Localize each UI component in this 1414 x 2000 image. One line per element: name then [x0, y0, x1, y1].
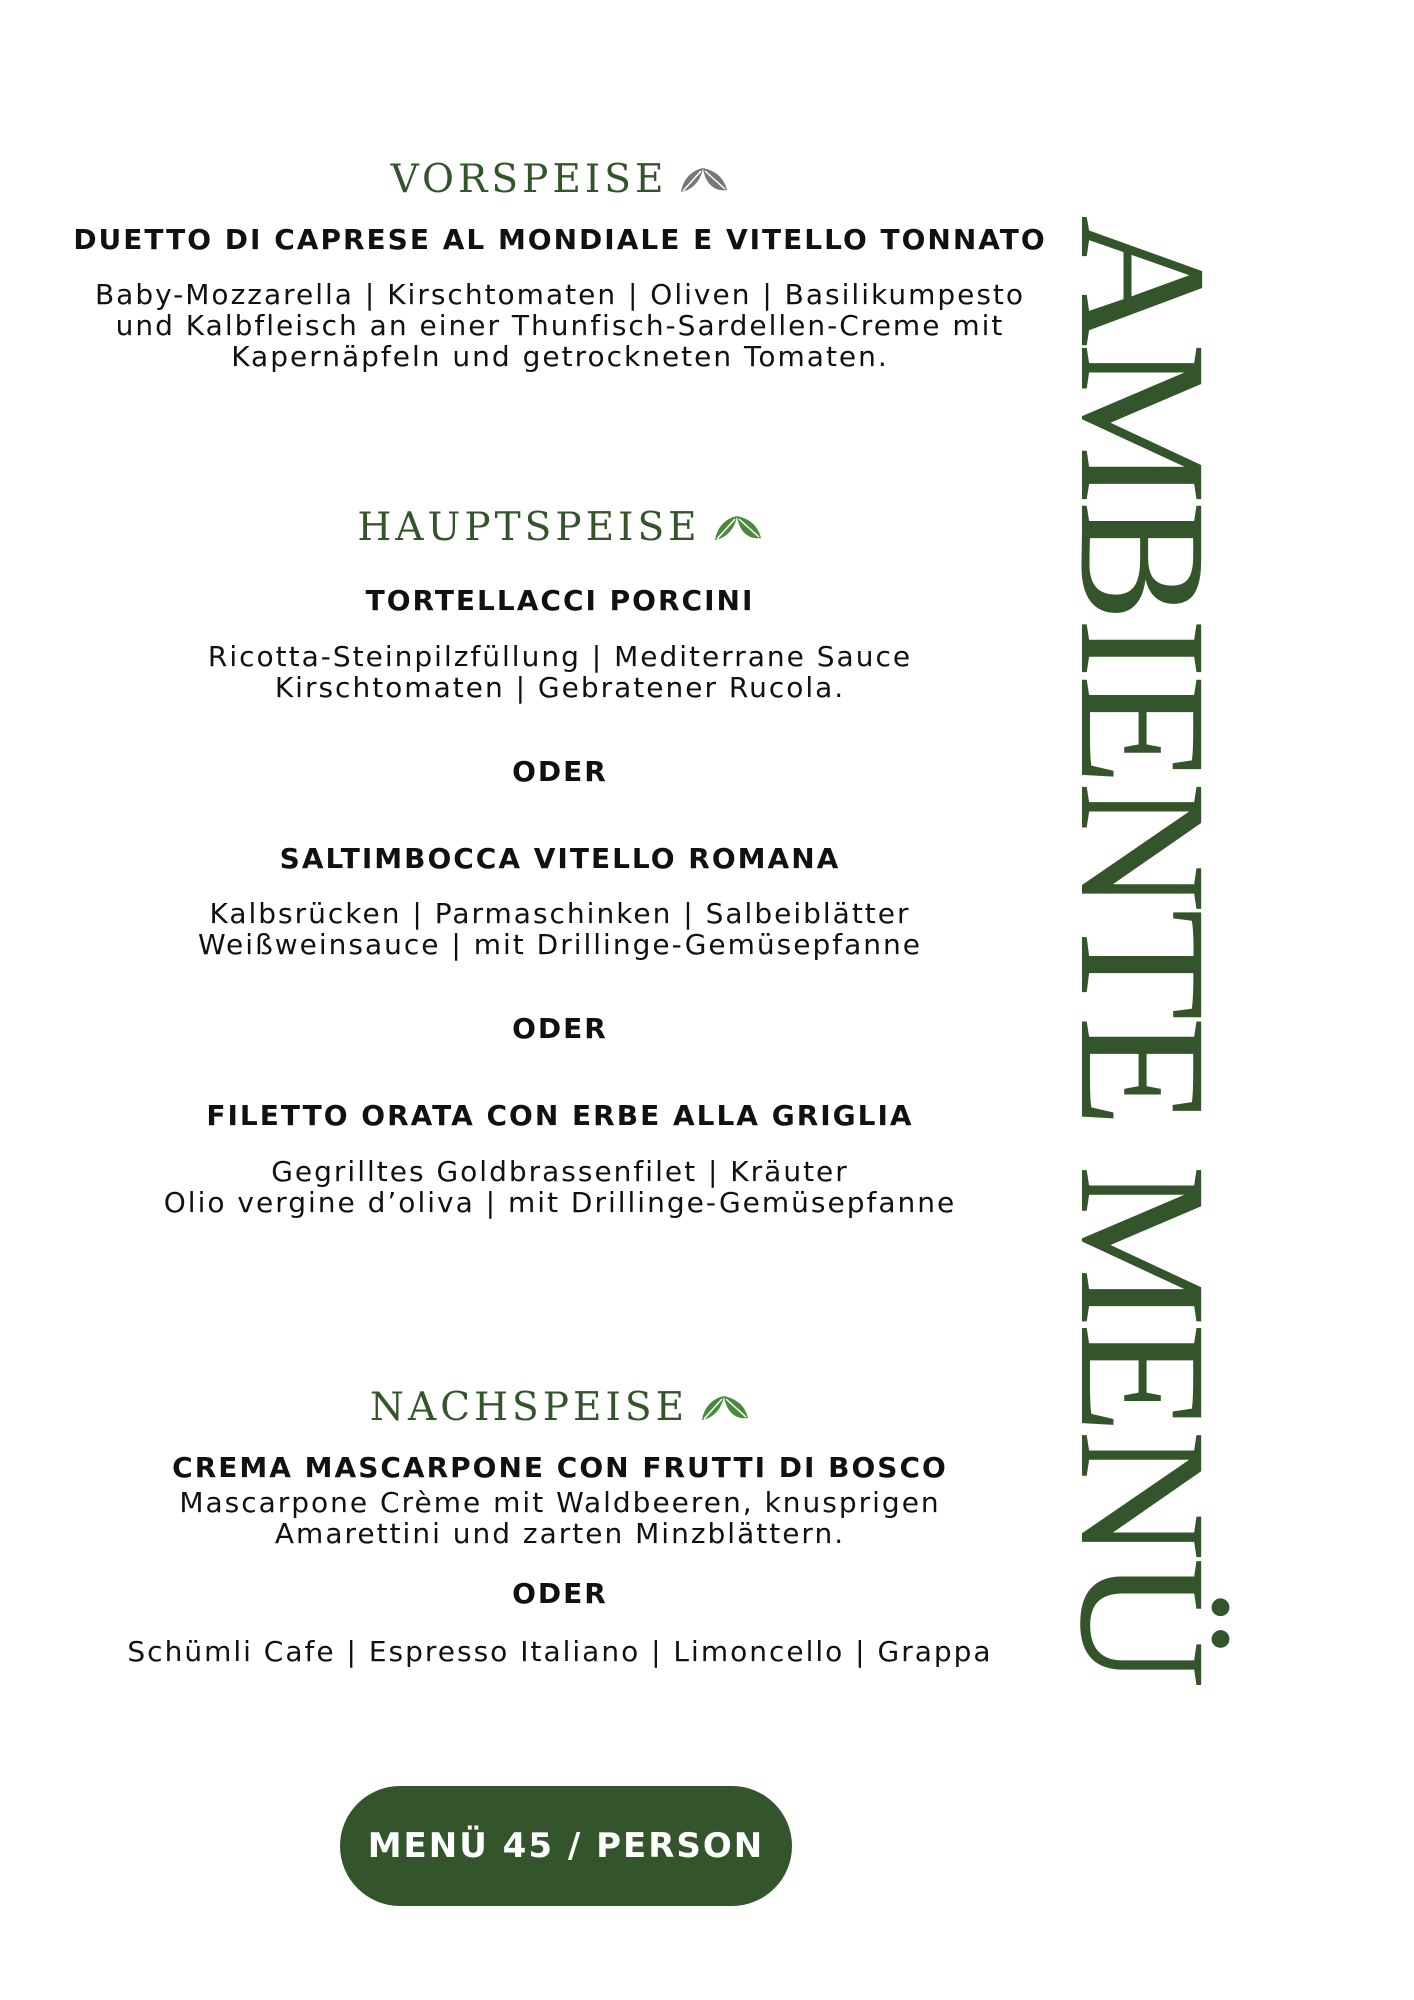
nachspeise-dish-description: Mascarpone Crème mit Waldbeeren, knusprigen Amarettini und zarten Minzblättern. [179, 1485, 941, 1550]
or-separator: ODER [512, 1576, 608, 1610]
price-label: MENÜ 45 / PERSON [367, 1826, 765, 1866]
vorspeise-dish-name: DUETTO DI CAPRESE AL MONDIALE E VITELLO TONNATO [73, 223, 1047, 256]
vertical-menu-title [1042, 215, 1243, 1685]
vorspeise-section [40, 157, 1080, 373]
nachspeise-heading-text: NACHSPEISE [369, 1385, 689, 1430]
hauptspeise-section [40, 505, 1080, 1219]
leaf-icon [698, 1392, 750, 1424]
nachspeise-heading [40, 1385, 1080, 1430]
leaf-icon [677, 164, 729, 196]
vorspeise-dish-description: Baby-Mozzarella | Kirschtomaten | Oliven | Basilikumpesto und Kalbfleisch an einer Thunfisch-Sardellen-Creme mit Kapernäpfeln und getrockneten Tomaten. [94, 277, 1026, 373]
nachspeise-dish-name: CREMA MASCARPONE CON FRUTTI DI BOSCO [172, 1451, 948, 1484]
hauptspeise-heading-text: HAUPTSPEISE [357, 505, 701, 550]
hauptspeise-dish-1-description: Ricotta-Steinpilzfüllung | Mediterrane Sauce Kirschtomaten | Gebratener Rucola. [207, 639, 913, 704]
hauptspeise-dish-2-name: SALTIMBOCCA VITELLO ROMANA [279, 841, 841, 875]
hauptspeise-dish-1-name: TORTELLACCI PORCINI [365, 584, 755, 617]
vorspeise-heading-text: VORSPEISE [390, 157, 668, 202]
nachspeise-alternative: Schümli Cafe | Espresso Italiano | Limoncello | Grappa [127, 1634, 993, 1668]
or-separator: ODER [512, 1012, 608, 1046]
hauptspeise-heading [40, 505, 1080, 550]
price-badge [340, 1786, 792, 1906]
vertical-title-text: AMBIENTE MENÜ [1042, 215, 1243, 1685]
hauptspeise-dish-3-description: Gegrilltes Goldbrassenfilet | Kräuter Olio vergine d’oliva | mit Drillinge-Gemüsepfanne [163, 1154, 957, 1219]
leaf-icon [711, 512, 763, 544]
vorspeise-heading [40, 157, 1080, 202]
hauptspeise-dish-2-description: Kalbsrücken | Parmaschinken | Salbeiblätter Weißweinsauce | mit Drillinge-Gemüsepfanne [198, 897, 922, 962]
or-separator: ODER [512, 754, 608, 788]
nachspeise-section [40, 1385, 1080, 1668]
hauptspeise-dish-3-name: FILETTO ORATA CON ERBE ALLA GRIGLIA [206, 1099, 914, 1133]
